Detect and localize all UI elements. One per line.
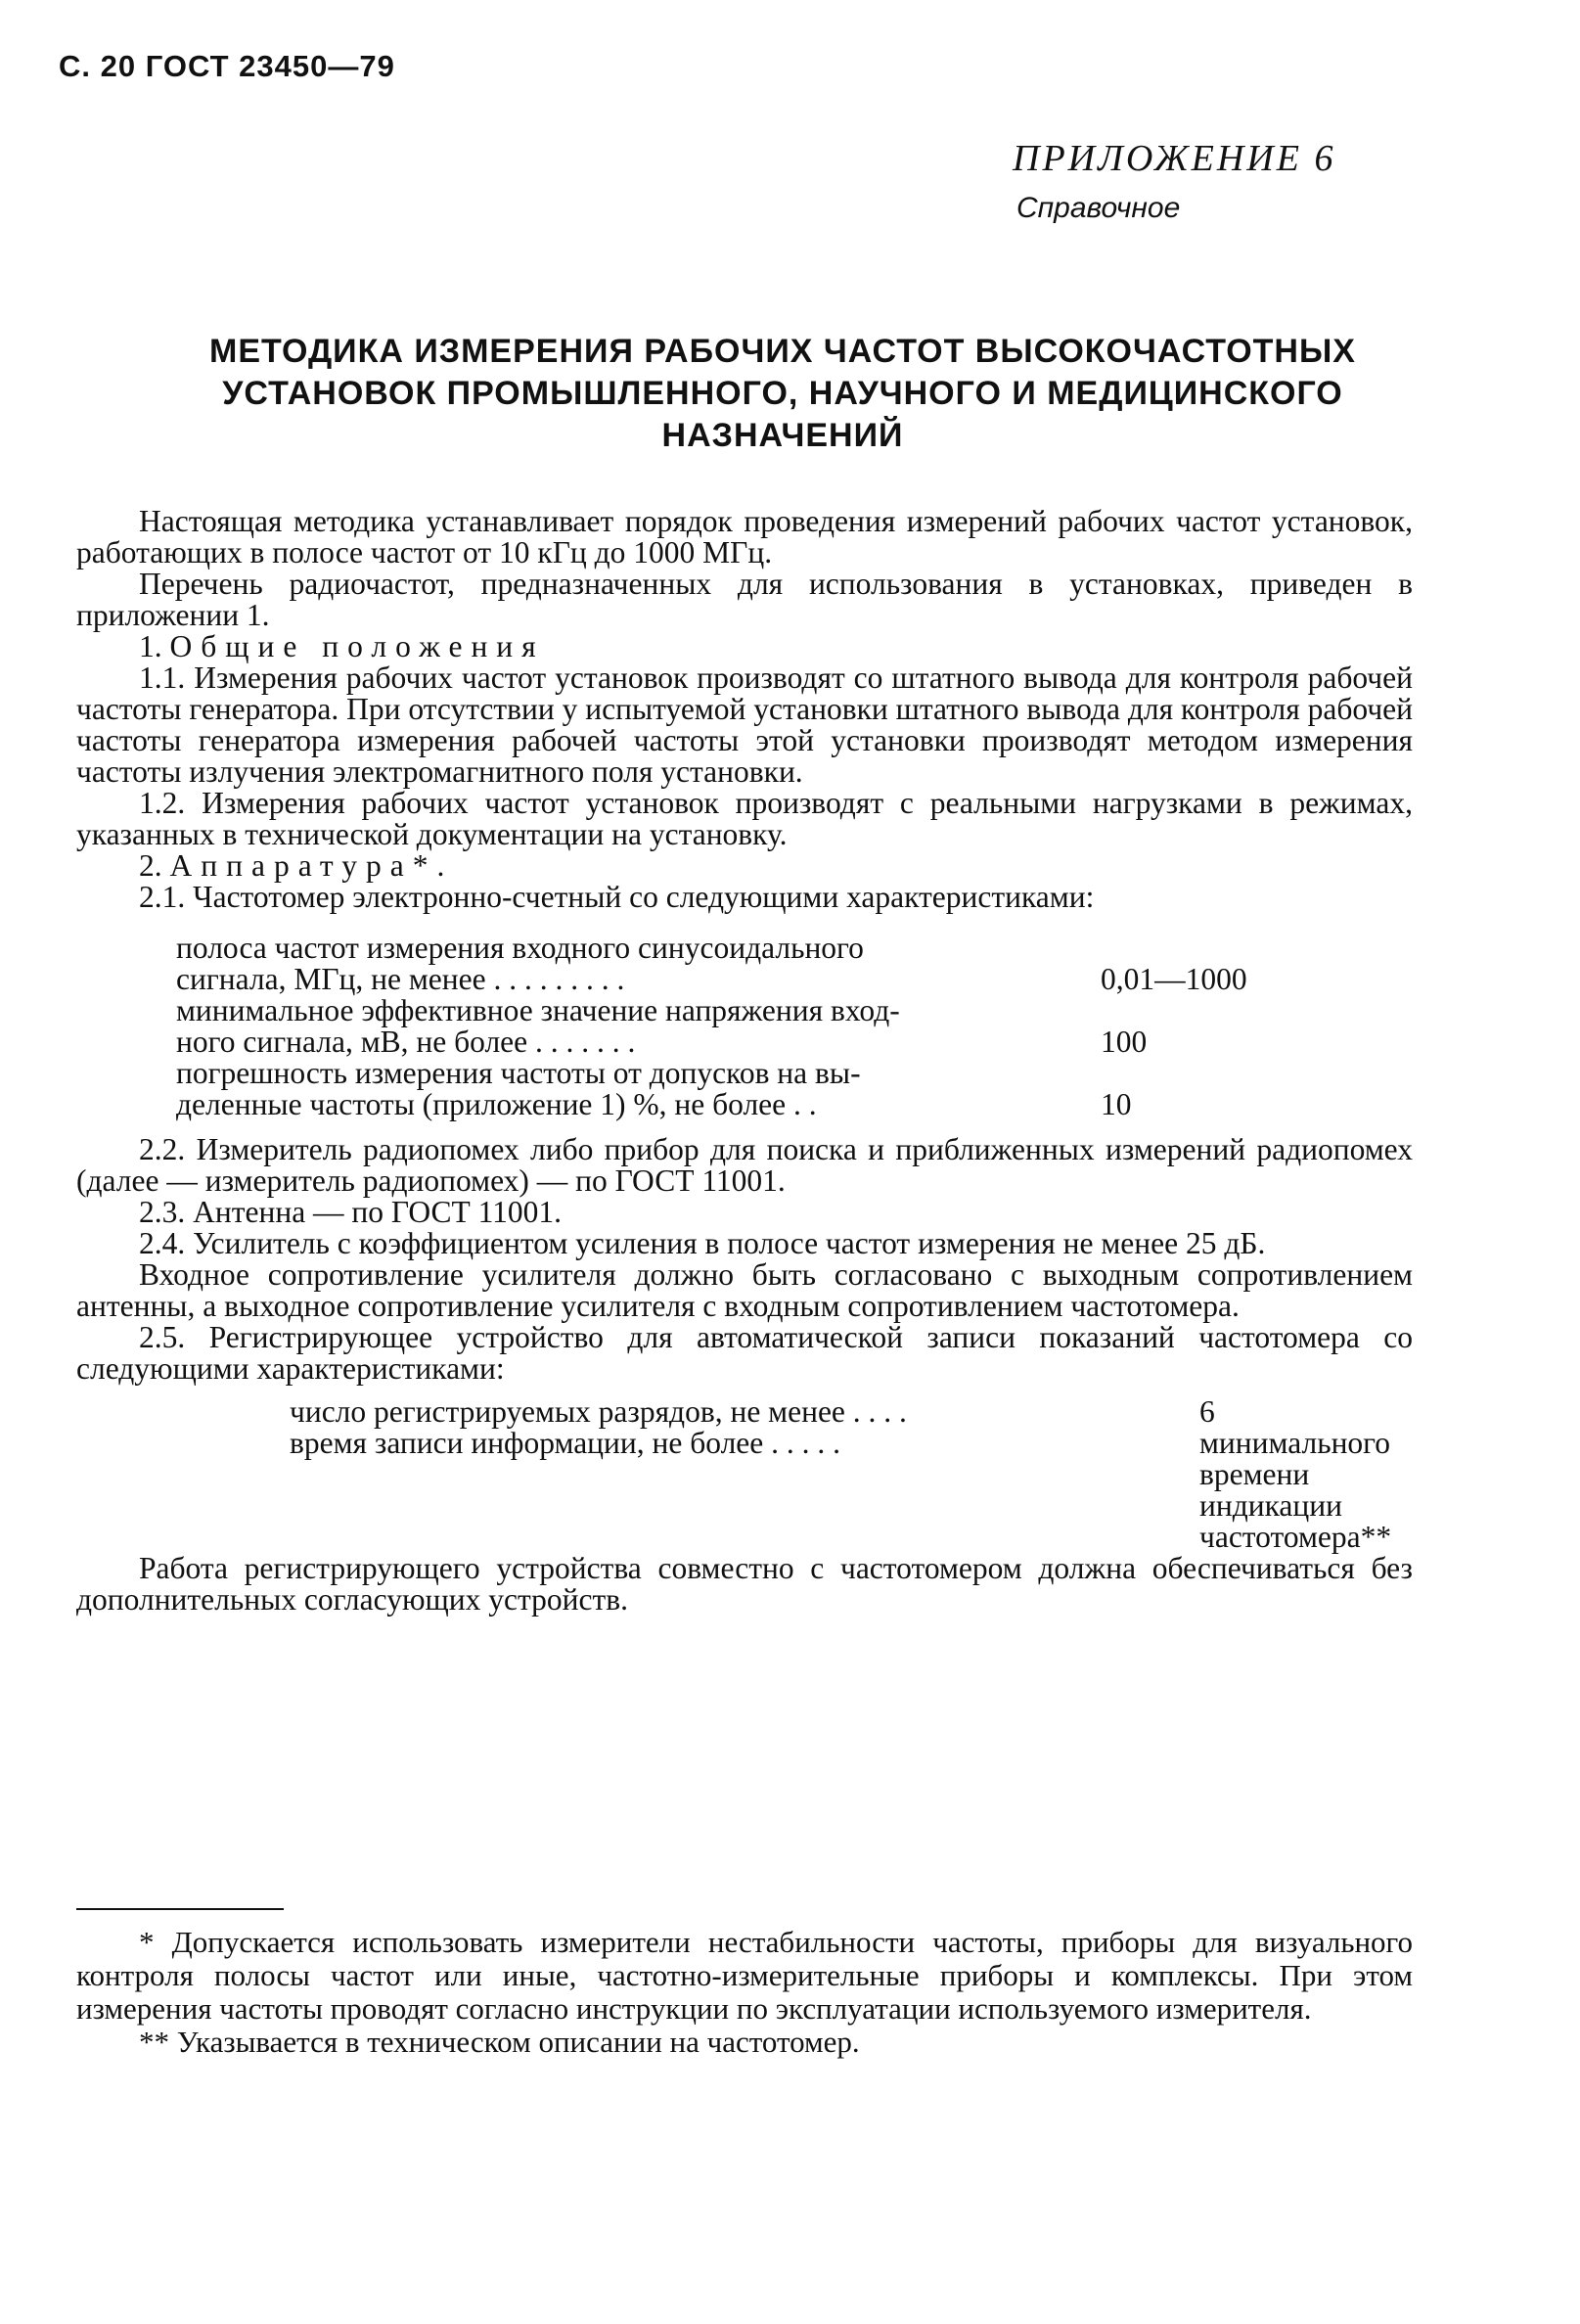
spec-row-1-label <box>176 933 1071 995</box>
section-1-number: 1. <box>139 629 162 663</box>
paragraph-1-2: 1.2. Измерения рабочих частот установок производят с реальными нагрузками в режимах, указанных в технической документации на установку. <box>76 786 1413 851</box>
footnotes <box>76 1908 1413 2059</box>
section-2-heading <box>76 850 1413 882</box>
intro-paragraph-1: Настоящая методика устанавливает порядок проведения измерений рабочих частот установок, работающих в полосе частот от 10 кГц до 1000 МГц. <box>76 504 1413 570</box>
section-1-heading <box>76 631 1413 662</box>
intro-paragraph-2: Перечень радиочастот, предназначенных для использования в установках, приведен в приложении 1. <box>76 567 1413 632</box>
frequency-meter-specs <box>176 933 1413 1120</box>
footnote-divider <box>76 1908 284 1910</box>
page-header: С. 20 ГОСТ 23450—79 <box>59 49 395 83</box>
title-line-1: МЕТОДИКА ИЗМЕРЕНИЯ РАБОЧИХ ЧАСТОТ ВЫСОКОЧАСТОТНЫХ <box>209 333 1356 370</box>
spec-label: сигнала, МГц, не менее . . . . . . . . . <box>176 962 625 996</box>
paragraph-1-1: 1.1. Измерения рабочих частот установок производят со штатного вывода для контроля рабочей частоты генератора. При отсутствии у испытуемой установки штатного вывода для контроля рабочей частоты генератора измерения рабочей частоты этой установки производят методом измерения частоты излучения электромагнитного поля установки. <box>76 661 1413 789</box>
appendix-title: ПРИЛОЖЕНИЕ 6 <box>1013 138 1336 179</box>
title-line-2: УСТАНОВОК ПРОМЫШЛЕННОГО, НАУЧНОГО И МЕДИЦИНСКОГО <box>222 375 1343 412</box>
section-2-number: 2. <box>139 848 162 883</box>
appendix-block <box>1013 137 1384 225</box>
spec-label: деленные частоты (приложение 1) %, не более . . <box>176 1087 817 1121</box>
recorder-specs <box>290 1396 1413 1553</box>
spec2-row-2-label: время записи информации, не более . . . . . <box>290 1426 841 1460</box>
spec-row-2-value: 100 <box>1101 1025 1148 1059</box>
spec-row-2-label <box>176 995 1071 1058</box>
spec-row-3-value: 10 <box>1101 1087 1132 1121</box>
title-line-3: НАЗНАЧЕНИЙ <box>661 417 904 454</box>
document-title <box>88 331 1477 457</box>
paragraph-2-4b: Входное сопротивление усилителя должно быть согласовано с выходным сопротивлением антенны, а выходное сопротивление усилителя с входным сопротивлением частотомера. <box>76 1257 1413 1323</box>
paragraph-2-4: 2.4. Усилитель с коэффициентом усиления в полосе частот измерения не менее 25 дБ. <box>139 1226 1266 1260</box>
document-body <box>76 506 1413 1616</box>
spec2-row-1-value: 6 <box>1199 1394 1215 1429</box>
appendix-subtitle: Справочное <box>1016 192 1181 224</box>
spec-lead: полоса частот измерения входного синусоидального <box>176 931 864 965</box>
paragraph-2-5: 2.5. Регистрирующее устройство для автоматической записи показаний частотомера со следующими характеристиками: <box>76 1320 1413 1386</box>
spec-label: ного сигнала, мВ, не более . . . . . . . <box>176 1025 636 1059</box>
spec2-row-2-value: минимального времени индикации частотомера** <box>1199 1426 1392 1554</box>
section-1-title: Общие положения <box>169 629 545 663</box>
spec-row-1-value: 0,01—1000 <box>1101 962 1247 996</box>
paragraph-2-3: 2.3. Антенна — по ГОСТ 11001. <box>139 1195 563 1229</box>
paragraph-2-5b: Работа регистрирующего устройства совместно с частотомером должна обеспечиваться без дополнительных согласующих устройств. <box>76 1551 1413 1617</box>
spec-lead: погрешность измерения частоты от допусков на вы- <box>176 1056 861 1090</box>
spec2-row-1-label: число регистрируемых разрядов, не менее . . . . <box>290 1394 907 1429</box>
footnote-2: ** Указывается в техническом описании на частотомер. <box>139 2025 860 2059</box>
paragraph-2-2: 2.2. Измеритель радиопомех либо прибор для поиска и приближенных измерений радиопомех (далее — измеритель радиопомех) — по ГОСТ 11001. <box>76 1132 1413 1198</box>
section-2-title: Аппаратура*. <box>169 848 454 883</box>
spec-lead: минимальное эффективное значение напряжения вход- <box>176 993 900 1027</box>
spec-row-3-label <box>176 1058 1071 1120</box>
footnote-1: * Допускается использовать измерители нестабильности частоты, приборы для визуального контроля полосы частот или иные, частотно-измерительные приборы и комплексы. При этом измерения частоты проводят согласно инструкции по эксплуатации используемого измерителя. <box>76 1925 1413 2026</box>
paragraph-2-1: 2.1. Частотомер электронно-счетный со следующими характеристиками: <box>139 880 1095 914</box>
